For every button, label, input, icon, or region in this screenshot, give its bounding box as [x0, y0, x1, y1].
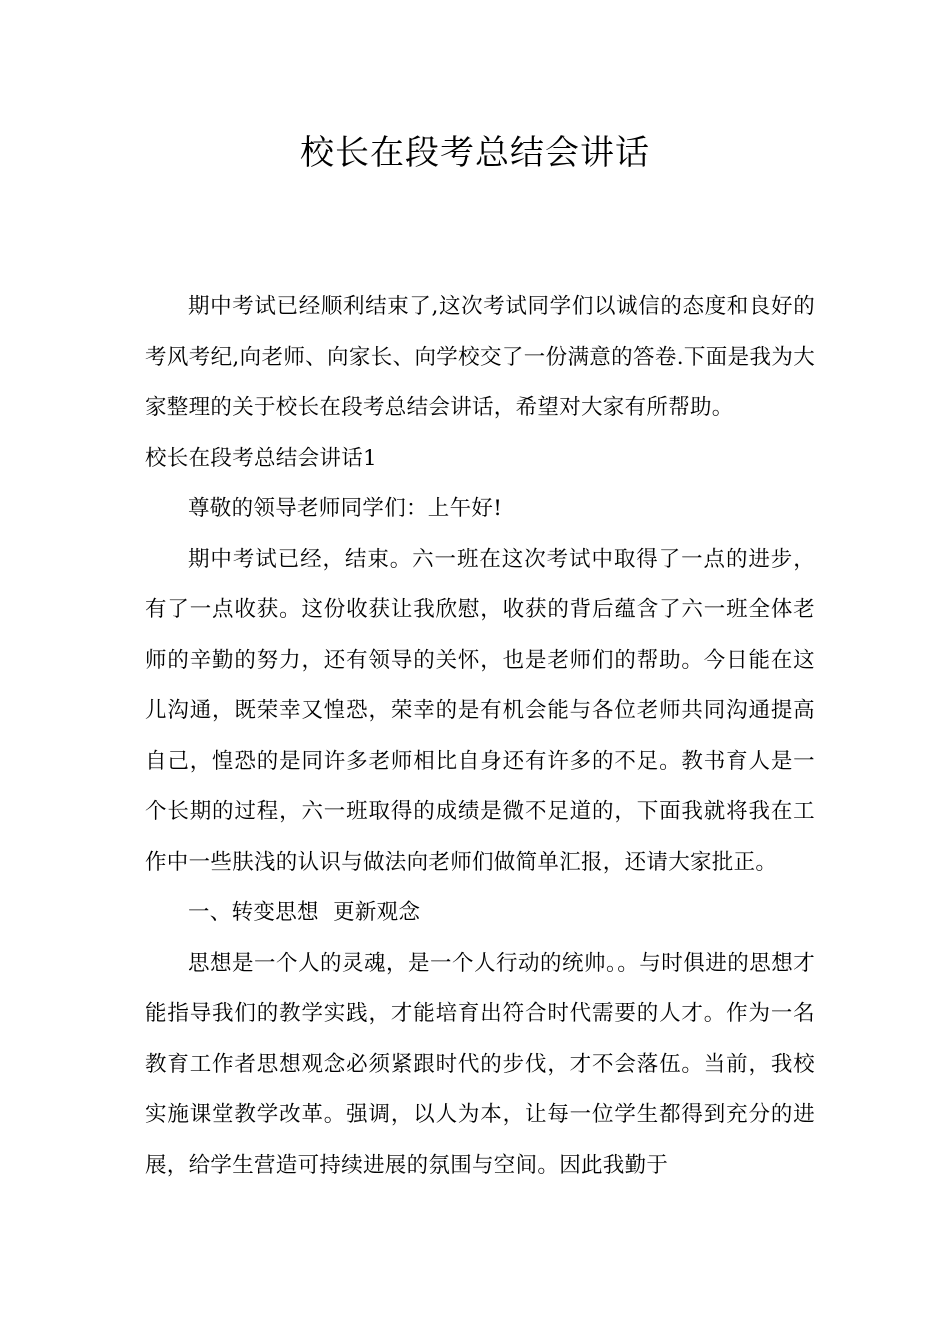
body-paragraph: 思想是一个人的灵魂，是一个人行动的统帅。。与时俱进的思想才能指导我们的教学实践，才能培育出符合时代需要的人才。作为一名教育工作者思想观念必须紧跟时代的步伐，才不会落伍。当前，我校实施课堂教学改革。强调，以人为本，让每一位学生都得到充分的进展，给学生营造可持续进展的氛围与空间。因此我勤于: [145, 950, 815, 1178]
greeting-paragraph: 尊敬的领导老师同学们：上午好!: [188, 496, 503, 521]
body-paragraph: 期中考试已经，结束。六一班在这次考试中取得了一点的进步，有了一点收获。这份收获让我欣慰，收获的背后蕴含了六一班全体老师的辛勤的努力，还有领导的关怀，也是老师们的帮助。今日能在这儿沟通，既荣幸又惶恐，荣幸的是有机会能与各位老师共同沟通提高自己，惶恐的是同许多老师相比自身还有许多的不足。教书育人是一个长期的过程，六一班取得的成绩是微不足道的，下面我就将我在工作中一些肤浅的认识与做法向老师们做简单汇报，还请大家批正。: [145, 546, 815, 875]
subsection-heading: 一、转变思想 更新观念: [188, 900, 421, 925]
document-body: [145, 282, 815, 1191]
section-heading: 校长在段考总结会讲话1: [145, 445, 377, 471]
document-title: 校长在段考总结会讲话: [300, 133, 650, 173]
intro-paragraph: 期中考试已经顺利结束了,这次考试同学们以诚信的态度和良好的考风考纪,向老师、向家长、向学校交了一份满意的答卷.下面是我为大家整理的关于校长在段考总结会讲话，希望对大家有所帮助。: [145, 294, 815, 420]
